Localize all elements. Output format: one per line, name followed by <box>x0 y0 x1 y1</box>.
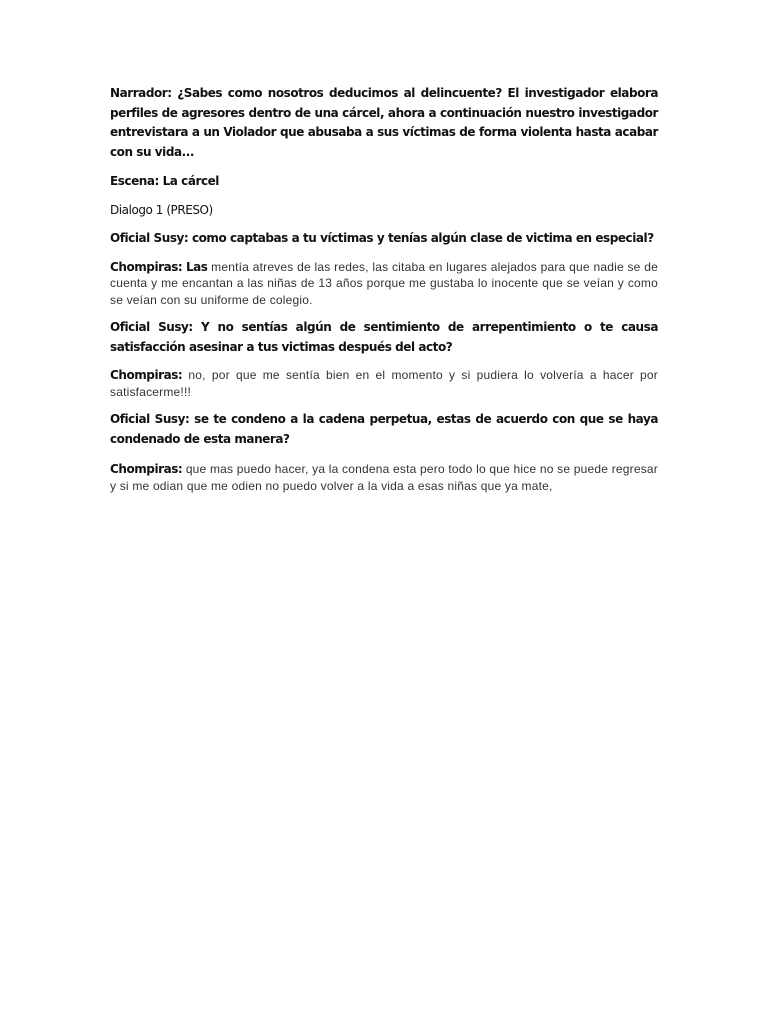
scene-heading: Escena: La cárcel <box>110 174 219 188</box>
answer-1-first-word: Las <box>185 259 208 274</box>
answer-2 <box>110 367 658 400</box>
answer-3 <box>110 461 658 494</box>
answer-1-text: mentía atreves de las redes, las citaba en lugares alejados para que nadie se de cuenta y me encantan a las niñas de 13 años porque me gustaba lo inocente que se veían y como se veían con su uniforme de colegio. <box>110 259 658 307</box>
document-page <box>110 84 658 494</box>
question-3: Oficial Susy: se te condeno a la cadena perpetua, estas de acuerdo con que se haya condenado de esta manera? <box>110 412 658 446</box>
narrator-paragraph: Narrador: ¿Sabes como nosotros deducimos al delincuente? El investigador elabora perfiles de agresores dentro de una cárcel, ahora a continuación nuestro investigador entrevistara a un Violador que abusaba a sus víctimas de forma violenta hasta acabar con su vida... <box>110 86 658 159</box>
answer-3-text: que mas puedo hacer, ya la condena esta pero todo lo que hice no se puede regresar y si me odian que me odien no puedo volver a la vida a esas niñas que ya mate, <box>110 462 658 493</box>
answer-2-text: no, por que me sentía bien en el momento y si pudiera lo volvería a hacer por satisfacerme!!! <box>110 368 658 399</box>
answer-1 <box>110 259 658 309</box>
question-2: Oficial Susy: Y no sentías algún de sentimiento de arrepentimiento o te causa satisfacción asesinar a tus victimas después del acto? <box>110 320 658 354</box>
question-1: Oficial Susy: como captabas a tu víctimas y tenías algún clase de victima en especial? <box>110 231 654 245</box>
answer-2-speaker: Chompiras: <box>110 368 183 382</box>
dialog-title: Dialogo 1 (PRESO) <box>110 202 213 217</box>
answer-3-speaker: Chompiras: <box>110 462 183 476</box>
answer-1-speaker: Chompiras: <box>110 259 183 274</box>
